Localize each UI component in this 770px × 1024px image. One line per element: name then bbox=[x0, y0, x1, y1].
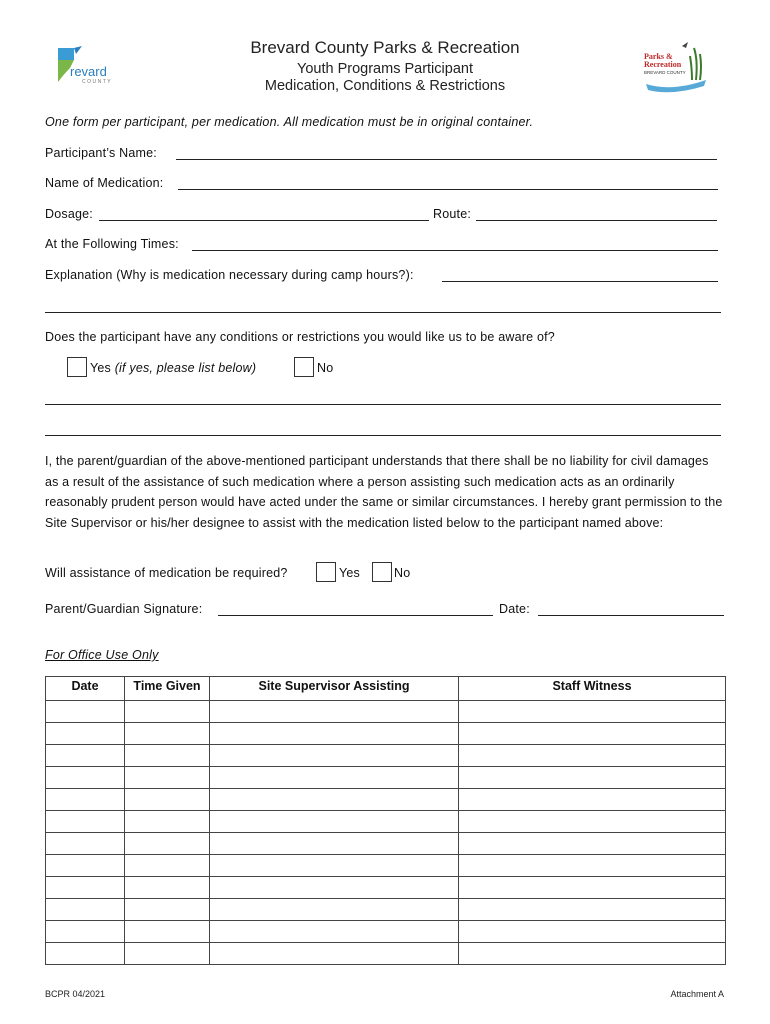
date-cell[interactable] bbox=[46, 877, 125, 899]
site-supervisor-cell[interactable] bbox=[210, 701, 459, 723]
table-row bbox=[46, 943, 726, 965]
explanation-field[interactable] bbox=[442, 281, 718, 282]
staff-witness-cell[interactable] bbox=[459, 833, 726, 855]
time-given-cell[interactable] bbox=[125, 701, 210, 723]
date-cell[interactable] bbox=[46, 943, 125, 965]
assistance-yes-label: Yes bbox=[339, 566, 360, 580]
site-supervisor-cell[interactable] bbox=[210, 899, 459, 921]
time-given-cell[interactable] bbox=[125, 745, 210, 767]
assistance-question: Will assistance of medication be required? bbox=[45, 566, 288, 580]
staff-witness-cell[interactable] bbox=[459, 943, 726, 965]
time-given-cell[interactable] bbox=[125, 899, 210, 921]
logo-left-text: revard bbox=[70, 64, 107, 79]
intro-instruction: One form per participant, per medication. All medication must be in original container. bbox=[45, 115, 534, 129]
staff-witness-cell[interactable] bbox=[459, 789, 726, 811]
table-row bbox=[46, 921, 726, 943]
date-cell[interactable] bbox=[46, 833, 125, 855]
time-given-cell[interactable] bbox=[125, 855, 210, 877]
date-cell[interactable] bbox=[46, 767, 125, 789]
dosage-field[interactable] bbox=[99, 220, 429, 221]
signature-date-label: Date: bbox=[499, 602, 530, 616]
date-cell[interactable] bbox=[46, 789, 125, 811]
col-header-site-supervisor: Site Supervisor Assisting bbox=[210, 677, 459, 701]
site-supervisor-cell[interactable] bbox=[210, 855, 459, 877]
site-supervisor-cell[interactable] bbox=[210, 811, 459, 833]
date-cell[interactable] bbox=[46, 921, 125, 943]
date-cell[interactable] bbox=[46, 855, 125, 877]
medication-log-table bbox=[45, 676, 726, 965]
table-row bbox=[46, 723, 726, 745]
conditions-list-line2[interactable] bbox=[45, 435, 721, 436]
conditions-yes-text: Yes bbox=[90, 361, 111, 375]
col-header-time-given: Time Given bbox=[125, 677, 210, 701]
signature-field[interactable] bbox=[218, 615, 493, 616]
logo-left-sub: COUNTY bbox=[82, 79, 113, 85]
col-header-staff-witness: Staff Witness bbox=[459, 677, 726, 701]
signature-label: Parent/Guardian Signature: bbox=[45, 602, 203, 616]
explanation-field-line2[interactable] bbox=[45, 312, 721, 313]
times-label: At the Following Times: bbox=[45, 237, 179, 251]
time-given-cell[interactable] bbox=[125, 921, 210, 943]
conditions-no-checkbox[interactable] bbox=[294, 357, 314, 377]
conditions-no-label: No bbox=[317, 361, 334, 375]
site-supervisor-cell[interactable] bbox=[210, 833, 459, 855]
table-row bbox=[46, 745, 726, 767]
conditions-list-line1[interactable] bbox=[45, 404, 721, 405]
site-supervisor-cell[interactable] bbox=[210, 877, 459, 899]
time-given-cell[interactable] bbox=[125, 789, 210, 811]
table-header-row bbox=[46, 677, 726, 701]
date-cell[interactable] bbox=[46, 811, 125, 833]
conditions-question: Does the participant have any conditions or restrictions you would like us to be aware of? bbox=[45, 330, 555, 344]
participant-name-field[interactable] bbox=[176, 159, 717, 160]
form-title: Medication, Conditions & Restrictions bbox=[264, 78, 506, 94]
office-use-heading: For Office Use Only bbox=[45, 648, 159, 662]
time-given-cell[interactable] bbox=[125, 877, 210, 899]
footer-attachment: Attachment A bbox=[670, 989, 724, 999]
time-given-cell[interactable] bbox=[125, 943, 210, 965]
staff-witness-cell[interactable] bbox=[459, 767, 726, 789]
conditions-yes-checkbox[interactable] bbox=[67, 357, 87, 377]
assistance-no-checkbox[interactable] bbox=[372, 562, 392, 582]
table-row bbox=[46, 899, 726, 921]
staff-witness-cell[interactable] bbox=[459, 811, 726, 833]
dosage-label: Dosage: bbox=[45, 207, 93, 221]
logo-right-line1: Parks & bbox=[644, 52, 673, 61]
table-row bbox=[46, 701, 726, 723]
staff-witness-cell[interactable] bbox=[459, 921, 726, 943]
table-row bbox=[46, 855, 726, 877]
form-subtitle: Youth Programs Participant bbox=[297, 61, 473, 77]
route-label: Route: bbox=[433, 207, 472, 221]
explanation-label: Explanation (Why is medication necessary during camp hours?): bbox=[45, 268, 414, 282]
medication-name-label: Name of Medication: bbox=[45, 176, 164, 190]
date-cell[interactable] bbox=[46, 723, 125, 745]
time-given-cell[interactable] bbox=[125, 723, 210, 745]
staff-witness-cell[interactable] bbox=[459, 855, 726, 877]
assistance-no-label: No bbox=[394, 566, 411, 580]
date-cell[interactable] bbox=[46, 745, 125, 767]
logo-right-line2: Recreation bbox=[644, 60, 682, 69]
date-cell[interactable] bbox=[46, 899, 125, 921]
staff-witness-cell[interactable] bbox=[459, 899, 726, 921]
times-field[interactable] bbox=[192, 250, 718, 251]
site-supervisor-cell[interactable] bbox=[210, 789, 459, 811]
table-row bbox=[46, 811, 726, 833]
staff-witness-cell[interactable] bbox=[459, 701, 726, 723]
site-supervisor-cell[interactable] bbox=[210, 723, 459, 745]
conditions-yes-note: (if yes, please list below) bbox=[114, 361, 257, 375]
site-supervisor-cell[interactable] bbox=[210, 921, 459, 943]
table-row bbox=[46, 833, 726, 855]
org-title: Brevard County Parks & Recreation bbox=[250, 38, 520, 57]
table-row bbox=[46, 789, 726, 811]
logo-right-line3: BREVARD COUNTY bbox=[644, 70, 686, 75]
table-row bbox=[46, 877, 726, 899]
staff-witness-cell[interactable] bbox=[459, 745, 726, 767]
conditions-yes-label bbox=[90, 361, 256, 375]
col-header-date: Date bbox=[46, 677, 125, 701]
signature-date-field[interactable] bbox=[538, 615, 724, 616]
participant-name-label: Participant’s Name: bbox=[45, 146, 157, 160]
staff-witness-cell[interactable] bbox=[459, 877, 726, 899]
consent-statement: I, the parent/guardian of the above-mentioned participant understands that there shall be no liability for civil damages as a result of the assistance of such medication where a person assisting such medication acts as an ordinarily reasonably prudent person would have acted under the same or similar circumstances. I hereby grant permission to the Site Supervisor or his/her designee to assist with the medication listed below to the participant named above: bbox=[45, 454, 723, 530]
assistance-yes-checkbox[interactable] bbox=[316, 562, 336, 582]
site-supervisor-cell[interactable] bbox=[210, 745, 459, 767]
time-given-cell[interactable] bbox=[125, 767, 210, 789]
medication-name-field[interactable] bbox=[178, 189, 718, 190]
time-given-cell[interactable] bbox=[125, 833, 210, 855]
date-cell[interactable] bbox=[46, 701, 125, 723]
staff-witness-cell[interactable] bbox=[459, 723, 726, 745]
site-supervisor-cell[interactable] bbox=[210, 767, 459, 789]
table-row bbox=[46, 767, 726, 789]
time-given-cell[interactable] bbox=[125, 811, 210, 833]
footer-form-code: BCPR 04/2021 bbox=[45, 989, 106, 999]
route-field[interactable] bbox=[476, 220, 717, 221]
site-supervisor-cell[interactable] bbox=[210, 943, 459, 965]
